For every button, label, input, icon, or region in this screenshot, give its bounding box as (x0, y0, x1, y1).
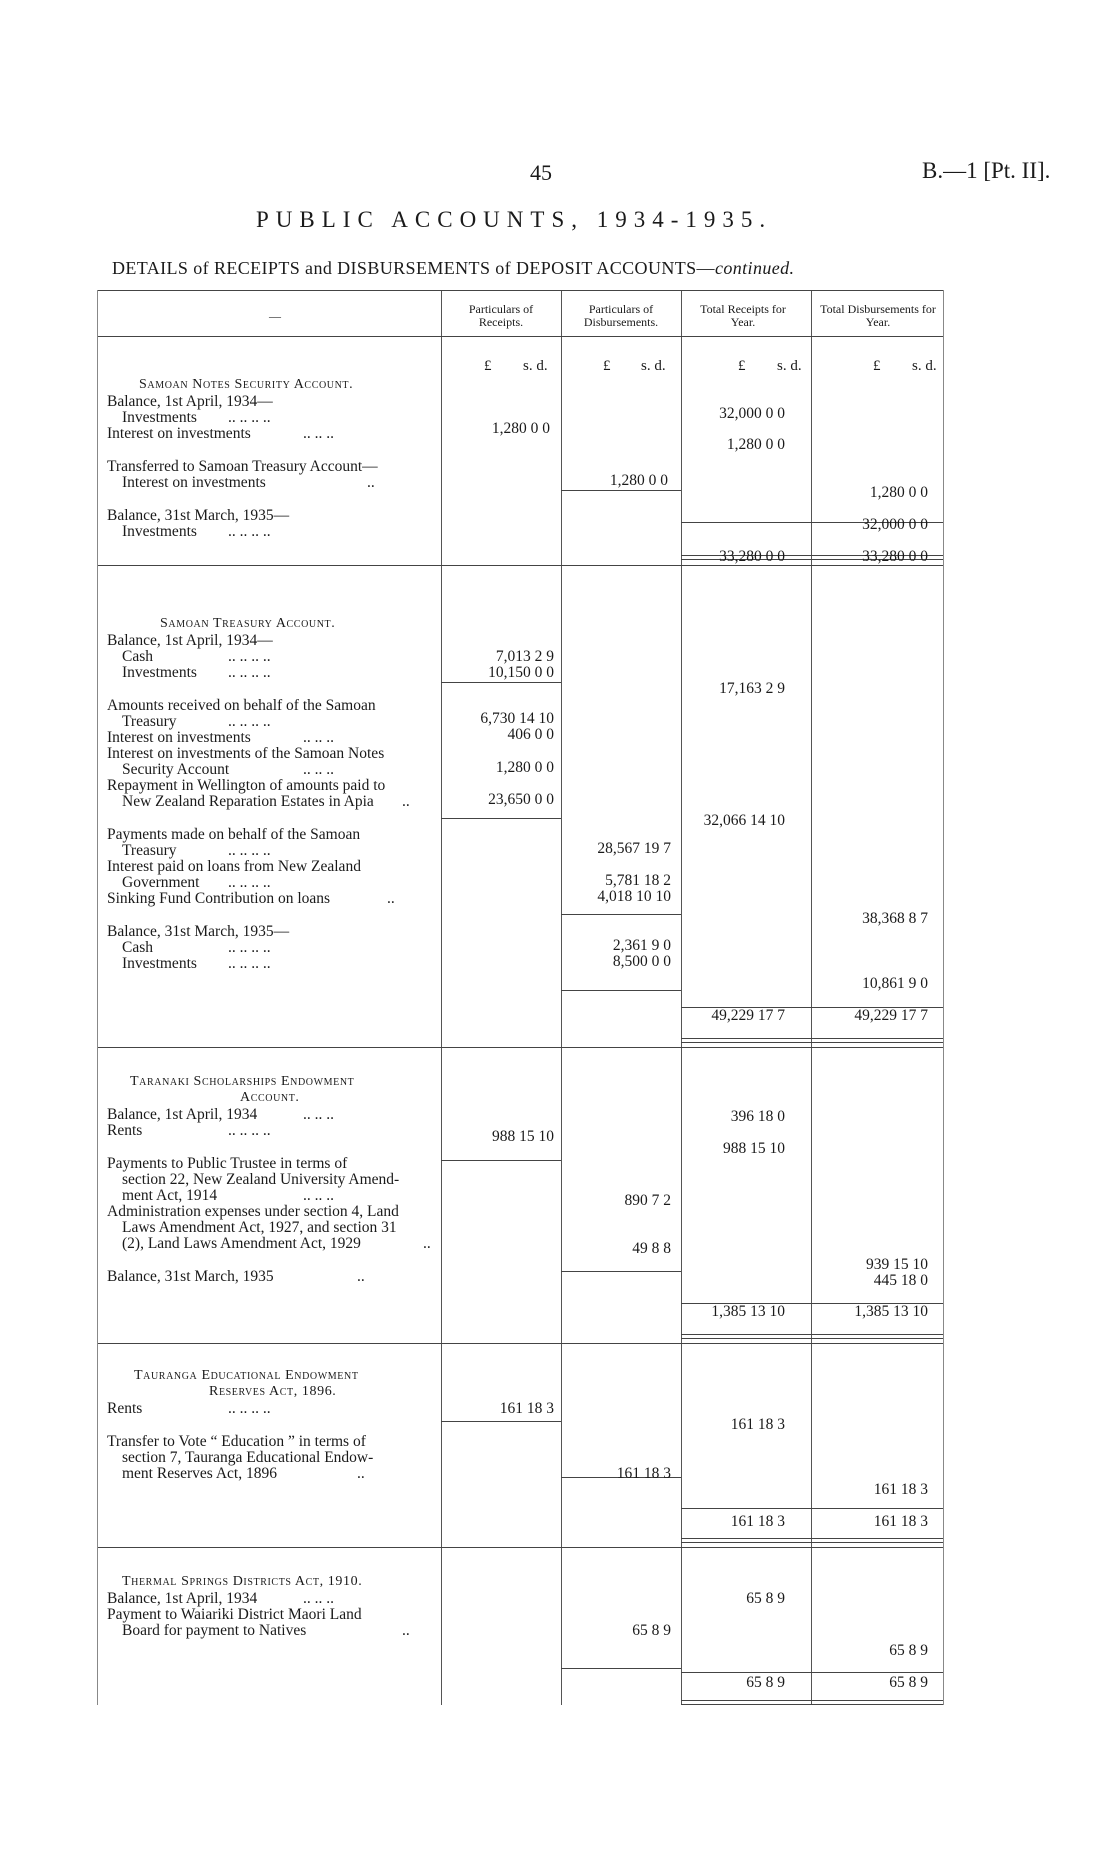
row-label: Investments (122, 523, 197, 540)
total-cell: 65 8 9 (746, 1674, 785, 1691)
leader-dots: .. .. .. .. (228, 648, 271, 665)
row-label: Interest paid on loans from New Zealand (107, 858, 361, 875)
column-divider (561, 290, 562, 1705)
subtotal-rule (561, 1668, 681, 1669)
row-label: Investments (122, 664, 197, 681)
leader-dots: .. .. .. (303, 1106, 334, 1123)
value-cell: 49 8 8 (632, 1240, 671, 1257)
unit-sd: s. d. (523, 358, 548, 374)
row-label: Sinking Fund Contribution on loans (107, 890, 331, 907)
value-cell: 161 18 3 (616, 1465, 671, 1482)
leader-dots: .. .. .. (303, 1187, 334, 1204)
subtotal-rule (681, 1672, 943, 1673)
unit-pound: £ (603, 358, 611, 374)
leader-dots: .. .. .. .. (228, 713, 271, 730)
header-rule (98, 336, 943, 337)
unit-pound: £ (484, 358, 492, 374)
total-cell: 65 8 9 (889, 1674, 928, 1691)
section-title: Account. (240, 1090, 300, 1105)
row-label: Balance, 1st April, 1934 (107, 1590, 258, 1607)
row-label: Balance, 31st March, 1935— (107, 507, 290, 524)
leader-dots: .. (387, 890, 395, 907)
row-label: Balance, 31st March, 1935 (107, 1268, 274, 1285)
leader-dots: .. .. .. .. (228, 939, 271, 956)
leader-dots: .. .. .. .. (228, 874, 271, 891)
value-cell: 10,861 9 0 (862, 975, 928, 992)
value-cell: 5,781 18 2 (605, 872, 671, 889)
row-label: section 7, Tauranga Educational Endow- (122, 1449, 374, 1466)
value-cell: 1,280 0 0 (609, 472, 668, 489)
total-double-rule (681, 1538, 943, 1543)
page-reference: B.—1 [Pt. II]. (922, 158, 1051, 183)
unit-pound: £ (873, 358, 881, 374)
total-cell: 33,280 0 0 (719, 548, 785, 565)
row-label: Laws Amendment Act, 1927, and section 31 (122, 1219, 397, 1236)
page-subtitle: DETAILS of RECEIPTS and DISBURSEMENTS of DEPOSIT ACCOUNTS—continued. (112, 258, 795, 278)
value-cell: 890 7 2 (624, 1192, 671, 1209)
total-cell: 1,385 13 10 (711, 1303, 785, 1320)
leader-dots: .. (367, 474, 375, 491)
value-cell: 4,018 10 10 (597, 888, 671, 905)
row-label: Interest on investments (107, 425, 251, 442)
value-cell: 65 8 9 (746, 1590, 785, 1607)
row-label: ment Reserves Act, 1896 (122, 1465, 277, 1482)
row-label: Treasury (122, 842, 177, 859)
table-top-rule (98, 290, 943, 291)
row-label: Amounts received on behalf of the Samoan (107, 697, 376, 714)
page-title: PUBLIC ACCOUNTS, 1934-1935. (256, 207, 773, 232)
unit-sd: s. d. (912, 358, 937, 374)
value-cell: 445 18 0 (873, 1272, 928, 1289)
value-cell: 10,150 0 0 (488, 664, 554, 681)
value-cell: 7,013 2 9 (495, 648, 554, 665)
section-title: Samoan Notes Security Account. (139, 377, 354, 392)
row-label: Balance, 31st March, 1935— (107, 923, 290, 940)
leader-dots: .. .. .. .. (228, 955, 271, 972)
row-label: Interest on investments (122, 474, 266, 491)
subtotal-rule (561, 914, 681, 915)
value-cell: 65 8 9 (632, 1622, 671, 1639)
leader-dots: .. (357, 1268, 365, 1285)
row-label: Government (122, 874, 200, 891)
row-label: ment Act, 1914 (122, 1187, 218, 1204)
value-cell: 38,368 8 7 (862, 910, 928, 927)
subtotal-rule (441, 682, 561, 683)
total-double-rule (681, 1038, 943, 1043)
total-cell: 1,385 13 10 (854, 1303, 928, 1320)
leader-dots: .. .. .. (303, 425, 334, 442)
section-title: Thermal Springs Districts Act, 1910. (122, 1574, 363, 1589)
leader-dots: .. (357, 1465, 365, 1482)
value-cell: 161 18 3 (499, 1400, 554, 1417)
unit-pound: £ (738, 358, 746, 374)
value-cell: 65 8 9 (889, 1642, 928, 1659)
leader-dots: .. .. .. .. (228, 1122, 271, 1139)
value-cell: 1,280 0 0 (491, 420, 550, 437)
row-label: Rents (107, 1400, 143, 1417)
total-double-rule (681, 1700, 943, 1705)
subtotal-rule (561, 990, 681, 991)
total-cell: 33,280 0 0 (862, 548, 928, 565)
leader-dots: .. (402, 1622, 410, 1639)
leader-dots: .. (423, 1235, 431, 1252)
subtotal-rule (561, 490, 681, 491)
row-label: Repayment in Wellington of amounts paid to (107, 777, 386, 794)
total-double-rule (681, 1334, 943, 1339)
total-cell: 161 18 3 (873, 1513, 928, 1530)
row-label: Treasury (122, 713, 177, 730)
column-divider (681, 290, 682, 1705)
row-label: Interest on investments (107, 729, 251, 746)
value-cell: 6,730 14 10 (480, 710, 554, 727)
value-cell: 161 18 3 (730, 1416, 785, 1433)
section-divider (98, 1343, 943, 1344)
value-cell: 17,163 2 9 (719, 680, 785, 697)
value-cell: 32,000 0 0 (719, 405, 785, 422)
leader-dots: .. .. .. (303, 761, 334, 778)
section-title: Reserves Act, 1896. (209, 1384, 337, 1399)
row-label: Balance, 1st April, 1934 (107, 1106, 258, 1123)
leader-dots: .. .. .. .. (228, 842, 271, 859)
leader-dots: .. .. .. (303, 729, 334, 746)
section-divider (98, 1547, 943, 1548)
row-label: Administration expenses under section 4, Land (107, 1203, 399, 1220)
row-label: section 22, New Zealand University Amend- (122, 1171, 400, 1188)
unit-sd: s. d. (641, 358, 666, 374)
total-cell: 49,229 17 7 (711, 1007, 785, 1024)
value-cell: 988 15 10 (723, 1140, 785, 1157)
value-cell: 2,361 9 0 (612, 937, 671, 954)
leader-dots: .. .. .. .. (228, 409, 271, 426)
leader-dots: .. .. .. .. (228, 1400, 271, 1417)
row-label: Payments made on behalf of the Samoan (107, 826, 361, 843)
value-cell: 23,650 0 0 (488, 791, 554, 808)
row-label: Balance, 1st April, 1934— (107, 393, 273, 410)
row-label: Payment to Waiariki District Maori Land (107, 1606, 362, 1623)
row-label: Transfer to Vote “ Education ” in terms of (107, 1433, 366, 1450)
section-title: Samoan Treasury Account. (160, 616, 336, 631)
row-label: Interest on investments of the Samoan Notes (107, 745, 385, 762)
leader-dots: .. .. .. (303, 1590, 334, 1607)
subtotal-rule (561, 1271, 681, 1272)
value-cell: 161 18 3 (873, 1481, 928, 1498)
header-total-receipts: Total Receipts for Year. (700, 302, 786, 329)
row-label: Security Account (122, 761, 230, 778)
row-label: Cash (122, 648, 153, 665)
value-cell: 28,567 19 7 (597, 840, 671, 857)
column-divider (441, 290, 442, 1705)
row-label: Investments (122, 409, 197, 426)
unit-sd: s. d. (777, 358, 802, 374)
value-cell: 988 15 10 (492, 1128, 554, 1145)
section-divider (98, 1047, 943, 1048)
row-label: Payments to Public Trustee in terms of (107, 1155, 348, 1172)
header-description: — (269, 309, 281, 323)
value-cell: 396 18 0 (730, 1108, 785, 1125)
value-cell: 406 0 0 (507, 726, 554, 743)
value-cell: 32,066 14 10 (703, 812, 785, 829)
row-label: Transferred to Samoan Treasury Account— (107, 458, 378, 475)
total-cell: 49,229 17 7 (854, 1007, 928, 1024)
row-label: Board for payment to Natives (122, 1622, 307, 1639)
value-cell: 1,280 0 0 (869, 484, 928, 501)
value-cell: 939 15 10 (866, 1256, 928, 1273)
value-cell: 1,280 0 0 (726, 436, 785, 453)
row-label: Cash (122, 939, 153, 956)
value-cell: 8,500 0 0 (612, 953, 671, 970)
total-cell: 161 18 3 (730, 1513, 785, 1530)
leader-dots: .. .. .. .. (228, 664, 271, 681)
subtotal-rule (681, 1508, 943, 1509)
leader-dots: .. .. .. .. (228, 523, 271, 540)
value-cell: 32,000 0 0 (862, 516, 928, 533)
section-title: Tauranga Educational Endowment (134, 1368, 359, 1383)
subtotal-rule (441, 1160, 561, 1161)
row-label: Rents (107, 1122, 143, 1139)
leader-dots: .. (402, 793, 410, 810)
subtotal-rule (441, 1421, 561, 1422)
section-title: Taranaki Scholarships Endowment (130, 1074, 355, 1089)
value-cell: 1,280 0 0 (495, 759, 554, 776)
header-total-disbursements: Total Disbursements for Year. (820, 302, 936, 329)
row-label: New Zealand Reparation Estates in Apia (122, 793, 374, 810)
subtotal-rule (441, 818, 561, 819)
row-label: (2), Land Laws Amendment Act, 1929 (122, 1235, 361, 1252)
header-receipts: Particulars of Receipts. (468, 302, 534, 329)
header-disbursements: Particulars of Disbursements. (583, 302, 659, 329)
row-label: Balance, 1st April, 1934— (107, 632, 273, 649)
page-number: 45 (530, 160, 552, 185)
row-label: Investments (122, 955, 197, 972)
